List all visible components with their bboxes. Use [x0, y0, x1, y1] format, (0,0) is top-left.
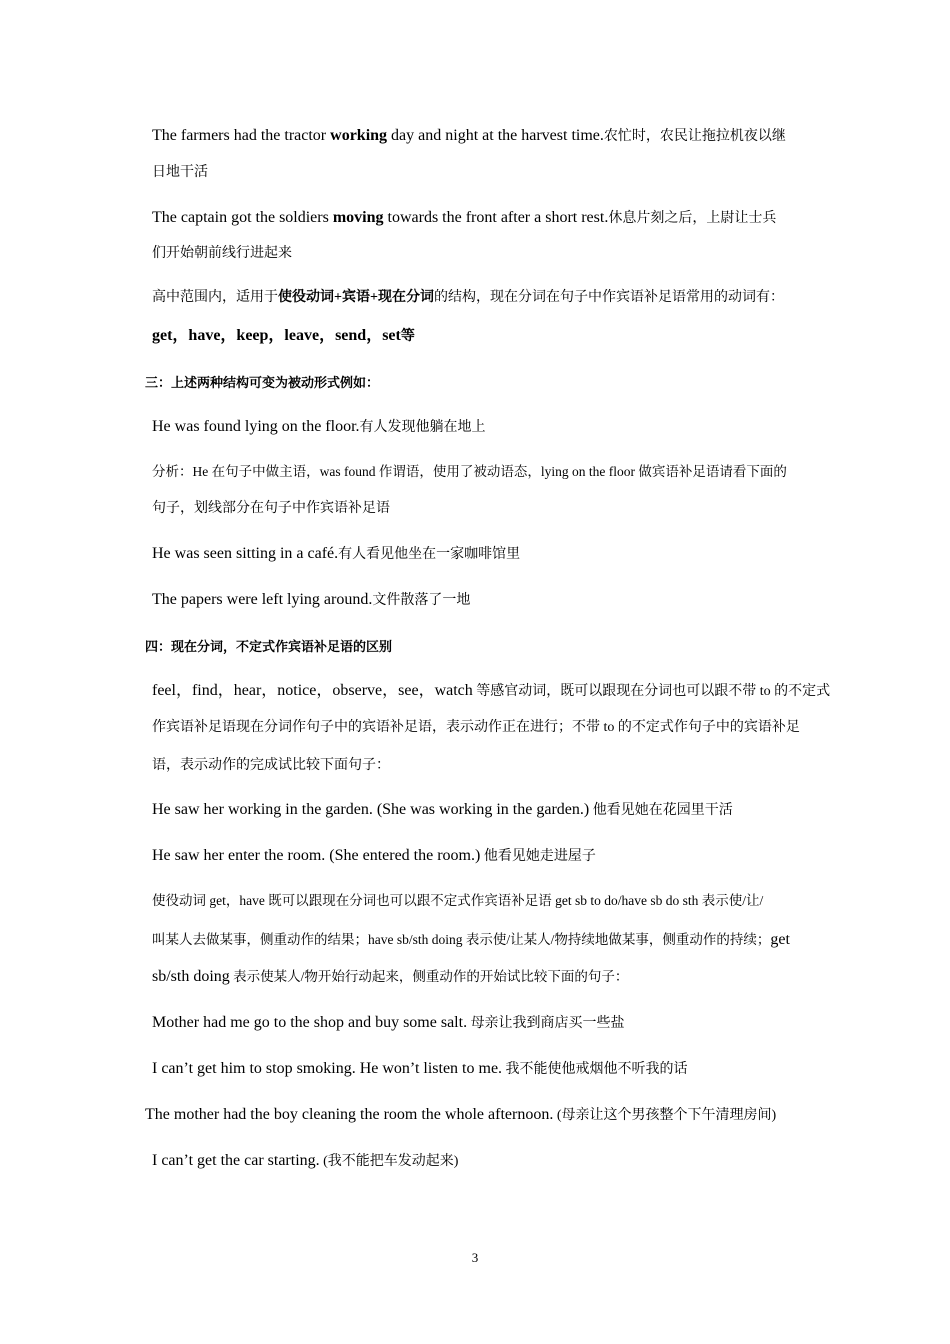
translation-text: 农忙时，农民让拖拉机夜以继 [603, 129, 786, 144]
sentence-text: The captain got the soldiers [152, 209, 333, 226]
translation-text: 我不能使他戒烟他不听我的话 [502, 1062, 688, 1077]
paragraph-seen-sitting [152, 546, 520, 562]
example-working-garden [152, 802, 733, 818]
example-enter-room [152, 848, 596, 864]
emphasized-word: moving [332, 209, 384, 226]
note-text: get [770, 931, 790, 948]
sentence-text: I can’t get the car starting. [152, 1152, 320, 1169]
paragraph-sense-verbs-line3: 语，表示动作的完成试比较下面句子： [152, 758, 390, 773]
note-text: 表示使某人/物开始行动起来，侧重动作的开始试比较下面的句子： [229, 969, 629, 984]
paragraph-sense-verbs-line2: 作宾语补足语现在分词作句子中的宾语补足语，表示动作正在进行；不带 to 的不定式作句子中的宾语补足 [152, 720, 800, 735]
analysis-line2: 句子，划线部分在句子中作宾语补足语 [152, 501, 390, 516]
analysis-line1: 分析：He 在句子中做主语，was found 作谓语，使用了被动语态，lying on the floor 做宾语补足语请看下面的 [152, 464, 787, 479]
note-text: 等感官动词，既可以跟现在分词也可以跟不带 to 的不定式 [472, 684, 831, 699]
translation-text: 他看见她在花园里干活 [589, 803, 733, 818]
note-text: 叫某人去做某事，侧重动作的结果；have sb/sth doing 表示使/让某人/物持续地做某事，侧重动作的持续； [152, 932, 771, 947]
sentence-text: He was seen sitting in a café. [152, 545, 339, 562]
causative-note-line1: 使役动词 get，have 既可以跟现在分词也可以跟不定式作宾语补足语 get sb to do/have sb do sth 表示使/让/ [152, 893, 764, 908]
sentence-text: The farmers had the tractor [152, 127, 331, 144]
example-buy-salt [152, 1015, 625, 1031]
translation-text: 休息片刻之后，上尉让士兵 [608, 211, 777, 226]
paragraph-tractor-line2: 日地干活 [152, 165, 208, 180]
example-car-starting [152, 1153, 458, 1169]
page-number: 3 [471, 1250, 479, 1265]
sentence-text: towards the front after a short rest. [383, 209, 609, 226]
paragraph-found-lying [152, 419, 486, 435]
sentence-text: Mother had me go to the shop and buy some salt. [152, 1014, 468, 1031]
verb-list-text: get，have，keep，leave，send，set [152, 327, 401, 344]
verb-list [152, 328, 415, 344]
paragraph-sense-verbs [152, 683, 830, 699]
paragraph-structure-note [152, 291, 784, 305]
paragraph-papers [152, 592, 470, 608]
translation-text: 有人看见他坐在一家咖啡馆里 [338, 547, 521, 562]
verb-list-text: feel，find，hear，notice，observe，see，watch [152, 682, 473, 699]
example-stop-smoking [152, 1061, 688, 1077]
example-cleaning-room [145, 1107, 776, 1123]
sentence-text: The papers were left lying around. [152, 591, 373, 608]
translation-text: (母亲让这个男孩整个下午清理房间) [553, 1108, 777, 1123]
note-text: 高中范围内，适用于 [152, 290, 278, 305]
sentence-text: day and night at the harvest time. [387, 127, 604, 144]
sentence-text: The mother had the boy cleaning the room the whole afternoon. [145, 1106, 554, 1123]
sentence-text: I can’t get him to stop smoking. He won’t listen to me. [152, 1060, 503, 1077]
note-text: 的结构，现在分词在句子中作宾语补足语常用的动词有： [433, 290, 784, 305]
paragraph-soldiers-line2: 们开始朝前线行进起来 [152, 246, 292, 261]
causative-note-line3 [152, 969, 628, 985]
translation-text: 有人发现他躺在地上 [359, 420, 486, 435]
emphasized-word: working [330, 127, 388, 144]
sentence-text: He saw her working in the garden. (She was working in the garden.) [152, 801, 590, 818]
sentence-text: He was found lying on the floor. [152, 418, 360, 435]
sentence-text: He saw her enter the room. (She entered the room.) [152, 847, 481, 864]
structure-formula: 使役动词+宾语+现在分词 [278, 290, 434, 305]
translation-text: (我不能把车发动起来) [319, 1154, 459, 1169]
causative-note-line2 [152, 932, 790, 948]
translation-text: 他看见她走进屋子 [480, 849, 596, 864]
verb-list-suffix: 等 [400, 329, 415, 344]
translation-text: 母亲让我到商店买一些盐 [467, 1016, 625, 1031]
section-heading-3: 三：上述两种结构可变为被动形式例如： [145, 375, 380, 390]
note-text: sb/sth doing [152, 968, 230, 985]
paragraph-soldiers [152, 210, 776, 226]
paragraph-tractor [152, 128, 786, 144]
section-heading-4: 四：现在分词，不定式作宾语补足语的区别 [145, 639, 393, 654]
translation-text: 文件散落了一地 [372, 593, 471, 608]
